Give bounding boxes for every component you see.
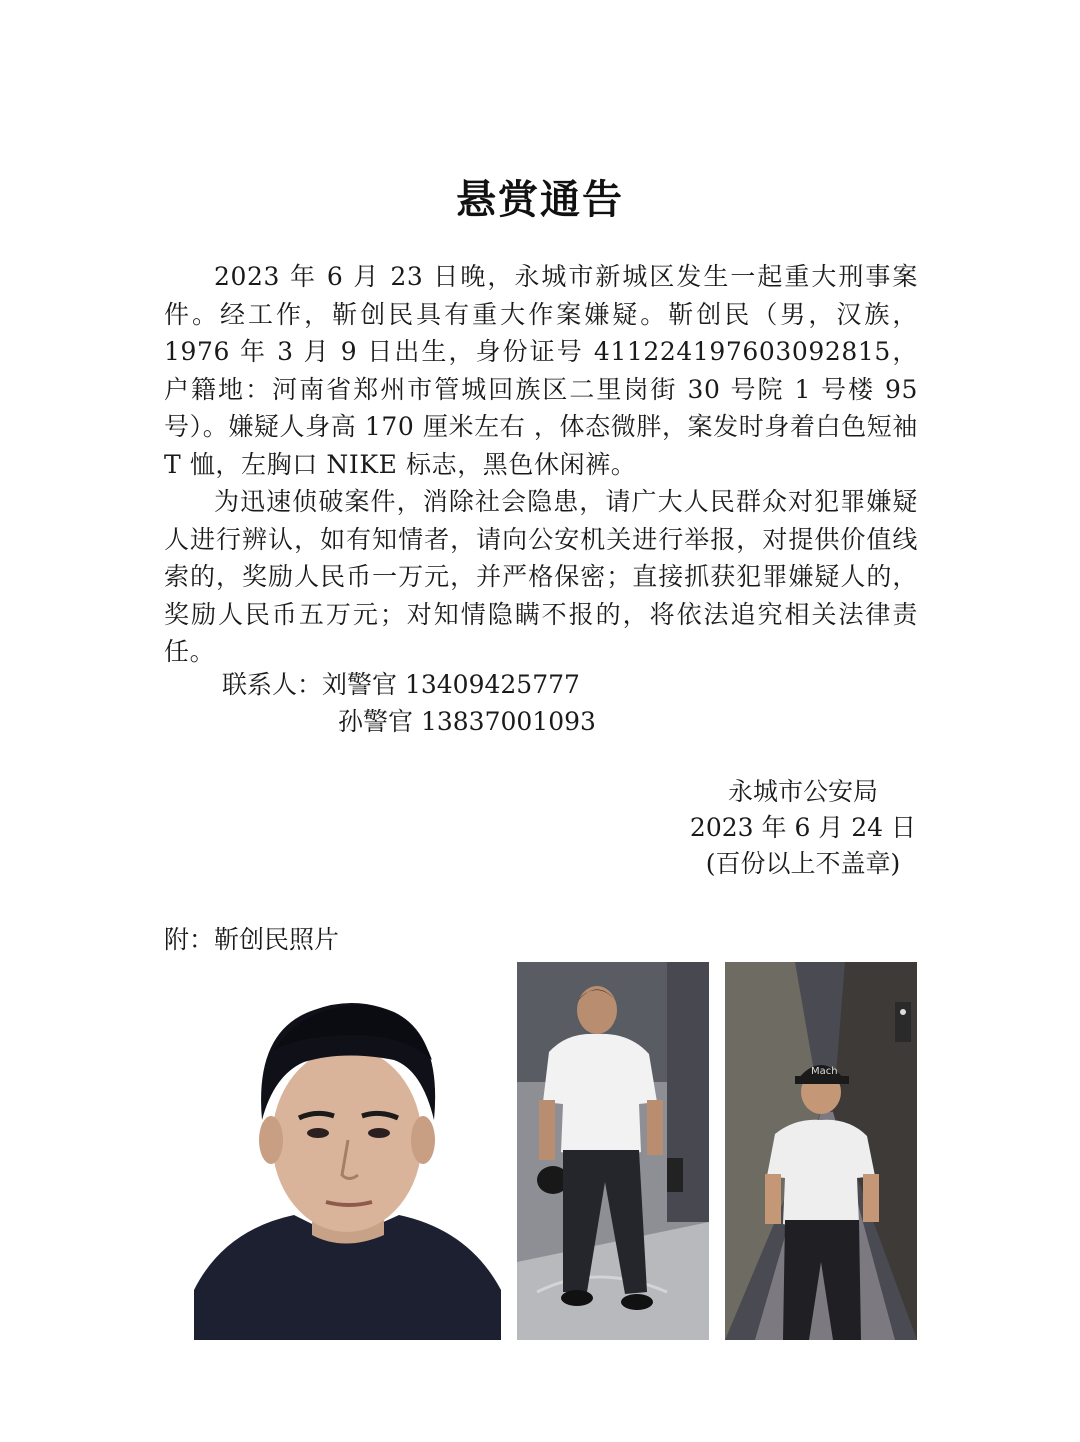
surveillance-photo-1 <box>517 962 709 1340</box>
signature-block <box>690 774 916 882</box>
notice-body <box>164 258 918 671</box>
notice-title: 悬赏通告 <box>456 177 624 223</box>
contact-label: 联系人： <box>222 670 323 699</box>
contact-officer-liu: 刘警官 13409425777 <box>322 670 580 699</box>
paragraph-reward: 为迅速侦破案件，消除社会隐患，请广大人民群众对犯罪嫌疑人进行辨认，如有知情者，请向公安机关进行举报，对提供价值线索的，奖励人民币一万元，并严格保密；直接抓获犯罪嫌疑人的，奖励人民币五万元；对知情隐瞒不报的，将依法追究相关法律责任。 <box>164 487 918 666</box>
surveillance-photo-2 <box>725 962 917 1340</box>
stamp-note: (百份以上不盖章) <box>705 849 901 878</box>
contact-row-1 <box>222 666 596 703</box>
suspect-portrait-photo <box>194 990 501 1340</box>
issuing-org: 永城市公安局 <box>727 777 878 806</box>
contact-block <box>222 666 596 740</box>
contact-officer-sun: 孙警官 13837001093 <box>338 707 596 736</box>
paragraph-case: 2023 年 6 月 23 日晚，永城市新城区发生一起重大刑事案件。经工作，靳创民具有重大作案嫌疑。靳创民（男，汉族，1976 年 3 月 9 日出生，身份证号 411224197603092815，户籍地：河南省郑州市管城回族区二里岗街 30 号院 1 号楼 95 号）。嫌疑人身高 170 厘米左右 ，体态微胖，案发时身着白色短袖 T 恤，左胸口 NIKE 标志，黑色休闲裤。 <box>164 262 918 479</box>
attachment-label: 附：靳创民照片 <box>164 925 340 954</box>
cap-text: Mach <box>811 1066 838 1077</box>
issue-date: 2023 年 6 月 24 日 <box>689 813 916 842</box>
